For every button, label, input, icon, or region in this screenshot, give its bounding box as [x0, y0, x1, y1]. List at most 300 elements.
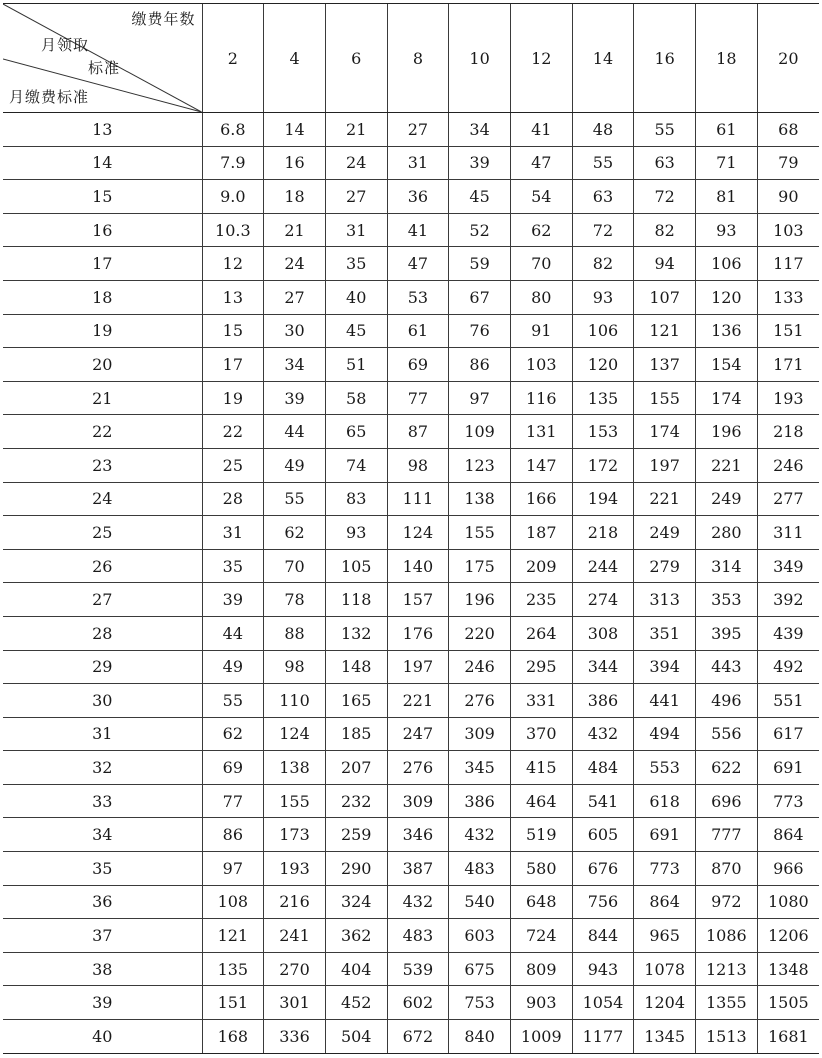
table-cell: 86 [202, 818, 264, 852]
table-cell: 221 [634, 482, 696, 516]
table-cell: 809 [510, 952, 572, 986]
monthly-payment-cell: 22 [3, 415, 202, 449]
table-row [3, 650, 819, 684]
table-row [3, 549, 819, 583]
table-cell: 464 [510, 784, 572, 818]
table-cell: 55 [202, 684, 264, 718]
table-cell: 395 [696, 616, 758, 650]
table-cell: 79 [757, 146, 819, 180]
table-cell: 21 [325, 113, 387, 147]
monthly-payment-cell: 40 [3, 1020, 202, 1054]
monthly-payment-cell: 33 [3, 784, 202, 818]
monthly-payment-cell: 25 [3, 516, 202, 550]
table-cell: 25 [202, 448, 264, 482]
table-cell: 48 [572, 113, 634, 147]
monthly-payment-cell: 36 [3, 885, 202, 919]
table-cell: 218 [572, 516, 634, 550]
table-cell: 840 [449, 1020, 511, 1054]
table-row [3, 684, 819, 718]
monthly-payment-cell: 17 [3, 247, 202, 281]
table-cell: 301 [264, 986, 326, 1020]
table-cell: 107 [634, 280, 696, 314]
table-cell: 13 [202, 280, 264, 314]
table-cell: 7.9 [202, 146, 264, 180]
table-cell: 103 [510, 348, 572, 382]
corner-header-cell [3, 4, 202, 113]
table-cell: 175 [449, 549, 511, 583]
table-cell: 196 [449, 583, 511, 617]
table-cell: 93 [572, 280, 634, 314]
table-cell: 151 [757, 314, 819, 348]
table-cell: 264 [510, 616, 572, 650]
table-cell: 59 [449, 247, 511, 281]
table-cell: 176 [387, 616, 449, 650]
table-cell: 1204 [634, 986, 696, 1020]
monthly-payment-cell: 20 [3, 348, 202, 382]
table-cell: 344 [572, 650, 634, 684]
year-header: 18 [696, 4, 758, 113]
table-cell: 1513 [696, 1020, 758, 1054]
year-header: 2 [202, 4, 264, 113]
table-cell: 151 [202, 986, 264, 1020]
corner-label-pay: 月缴费标准 [9, 88, 90, 106]
table-cell: 63 [572, 180, 634, 214]
corner-label-receive-line1: 月领取 [41, 36, 90, 54]
table-cell: 247 [387, 717, 449, 751]
table-cell: 103 [757, 213, 819, 247]
table-cell: 93 [696, 213, 758, 247]
table-cell: 106 [696, 247, 758, 281]
table-cell: 1206 [757, 919, 819, 953]
table-cell: 966 [757, 852, 819, 886]
table-cell: 249 [634, 516, 696, 550]
table-cell: 31 [202, 516, 264, 550]
table-cell: 52 [449, 213, 511, 247]
table-row [3, 381, 819, 415]
monthly-payment-cell: 31 [3, 717, 202, 751]
table-cell: 618 [634, 784, 696, 818]
table-cell: 404 [325, 952, 387, 986]
table-cell: 605 [572, 818, 634, 852]
table-cell: 98 [264, 650, 326, 684]
table-cell: 116 [510, 381, 572, 415]
monthly-payment-cell: 38 [3, 952, 202, 986]
table-cell: 135 [572, 381, 634, 415]
table-cell: 76 [449, 314, 511, 348]
year-header: 14 [572, 4, 634, 113]
table-cell: 40 [325, 280, 387, 314]
table-cell: 22 [202, 415, 264, 449]
table-cell: 118 [325, 583, 387, 617]
table-cell: 62 [510, 213, 572, 247]
table-cell: 35 [202, 549, 264, 583]
table-cell: 309 [449, 717, 511, 751]
table-cell: 209 [510, 549, 572, 583]
table-cell: 86 [449, 348, 511, 382]
table-cell: 81 [696, 180, 758, 214]
table-cell: 19 [202, 381, 264, 415]
table-cell: 1345 [634, 1020, 696, 1054]
table-cell: 452 [325, 986, 387, 1020]
table-cell: 672 [387, 1020, 449, 1054]
table-cell: 386 [572, 684, 634, 718]
table-cell: 696 [696, 784, 758, 818]
table-cell: 97 [202, 852, 264, 886]
table-row [3, 885, 819, 919]
table-cell: 331 [510, 684, 572, 718]
table-cell: 295 [510, 650, 572, 684]
table-cell: 274 [572, 583, 634, 617]
table-cell: 864 [757, 818, 819, 852]
year-header: 16 [634, 4, 696, 113]
table-cell: 120 [696, 280, 758, 314]
table-cell: 551 [757, 684, 819, 718]
monthly-payment-cell: 26 [3, 549, 202, 583]
table-cell: 67 [449, 280, 511, 314]
table-row [3, 751, 819, 785]
table-cell: 496 [696, 684, 758, 718]
table-cell: 147 [510, 448, 572, 482]
table-cell: 504 [325, 1020, 387, 1054]
table-body [3, 113, 819, 1054]
table-cell: 648 [510, 885, 572, 919]
table-cell: 351 [634, 616, 696, 650]
table-cell: 39 [449, 146, 511, 180]
table-cell: 61 [696, 113, 758, 147]
table-cell: 39 [202, 583, 264, 617]
corner-label-years: 缴费年数 [131, 10, 196, 28]
table-cell: 336 [264, 1020, 326, 1054]
table-cell: 324 [325, 885, 387, 919]
table-cell: 483 [387, 919, 449, 953]
table-cell: 541 [572, 784, 634, 818]
table-cell: 1177 [572, 1020, 634, 1054]
table-cell: 173 [264, 818, 326, 852]
table-cell: 28 [202, 482, 264, 516]
table-cell: 34 [264, 348, 326, 382]
table-row [3, 146, 819, 180]
table-cell: 308 [572, 616, 634, 650]
table-cell: 1505 [757, 986, 819, 1020]
monthly-payment-cell: 19 [3, 314, 202, 348]
table-cell: 17 [202, 348, 264, 382]
table-cell: 218 [757, 415, 819, 449]
table-cell: 132 [325, 616, 387, 650]
table-cell: 185 [325, 717, 387, 751]
table-cell: 108 [202, 885, 264, 919]
table-cell: 194 [572, 482, 634, 516]
table-cell: 193 [264, 852, 326, 886]
table-cell: 94 [634, 247, 696, 281]
monthly-payment-cell: 34 [3, 818, 202, 852]
table-cell: 492 [757, 650, 819, 684]
table-cell: 44 [264, 415, 326, 449]
table-cell: 246 [449, 650, 511, 684]
table-cell: 157 [387, 583, 449, 617]
table-row [3, 1020, 819, 1054]
table-cell: 1681 [757, 1020, 819, 1054]
table-cell: 556 [696, 717, 758, 751]
corner-label-receive-line2: 标准 [88, 59, 121, 77]
table-cell: 753 [449, 986, 511, 1020]
table-cell: 221 [696, 448, 758, 482]
table-cell: 135 [202, 952, 264, 986]
table-cell: 280 [696, 516, 758, 550]
header-row [3, 4, 819, 113]
year-header: 20 [757, 4, 819, 113]
monthly-payment-cell: 39 [3, 986, 202, 1020]
table-cell: 117 [757, 247, 819, 281]
table-cell: 773 [757, 784, 819, 818]
table-cell: 432 [572, 717, 634, 751]
table-cell: 1348 [757, 952, 819, 986]
table-row [3, 717, 819, 751]
table-cell: 110 [264, 684, 326, 718]
table-cell: 111 [387, 482, 449, 516]
table-cell: 30 [264, 314, 326, 348]
table-cell: 870 [696, 852, 758, 886]
table-cell: 9.0 [202, 180, 264, 214]
table-cell: 62 [264, 516, 326, 550]
table-cell: 16 [264, 146, 326, 180]
table-cell: 87 [387, 415, 449, 449]
table-cell: 133 [757, 280, 819, 314]
table-cell: 74 [325, 448, 387, 482]
table-row [3, 180, 819, 214]
table-cell: 197 [634, 448, 696, 482]
table-row [3, 583, 819, 617]
table-cell: 432 [387, 885, 449, 919]
table-cell: 387 [387, 852, 449, 886]
table-cell: 106 [572, 314, 634, 348]
table-cell: 82 [572, 247, 634, 281]
table-cell: 153 [572, 415, 634, 449]
table-cell: 138 [449, 482, 511, 516]
table-cell: 540 [449, 885, 511, 919]
monthly-payment-cell: 18 [3, 280, 202, 314]
table-cell: 617 [757, 717, 819, 751]
table-cell: 193 [757, 381, 819, 415]
table-cell: 1213 [696, 952, 758, 986]
table-cell: 55 [634, 113, 696, 147]
table-row [3, 280, 819, 314]
table-cell: 314 [696, 549, 758, 583]
table-cell: 691 [757, 751, 819, 785]
table-cell: 519 [510, 818, 572, 852]
table-row [3, 516, 819, 550]
table-cell: 187 [510, 516, 572, 550]
monthly-payment-cell: 16 [3, 213, 202, 247]
table-cell: 80 [510, 280, 572, 314]
table-cell: 109 [449, 415, 511, 449]
table-cell: 154 [696, 348, 758, 382]
table-cell: 168 [202, 1020, 264, 1054]
table-cell: 691 [634, 818, 696, 852]
monthly-payment-cell: 28 [3, 616, 202, 650]
table-cell: 439 [757, 616, 819, 650]
table-cell: 45 [449, 180, 511, 214]
table-cell: 36 [387, 180, 449, 214]
table-cell: 276 [387, 751, 449, 785]
table-cell: 68 [757, 113, 819, 147]
table-cell: 49 [264, 448, 326, 482]
table-cell: 78 [264, 583, 326, 617]
table-cell: 27 [387, 113, 449, 147]
table-cell: 31 [325, 213, 387, 247]
monthly-payment-cell: 29 [3, 650, 202, 684]
table-cell: 53 [387, 280, 449, 314]
monthly-payment-cell: 23 [3, 448, 202, 482]
monthly-payment-cell: 32 [3, 751, 202, 785]
table-cell: 276 [449, 684, 511, 718]
table-cell: 155 [634, 381, 696, 415]
table-cell: 221 [387, 684, 449, 718]
table-row [3, 448, 819, 482]
table-cell: 136 [696, 314, 758, 348]
table-cell: 441 [634, 684, 696, 718]
table-cell: 10.3 [202, 213, 264, 247]
table-cell: 31 [387, 146, 449, 180]
year-header: 8 [387, 4, 449, 113]
table-cell: 140 [387, 549, 449, 583]
table-row [3, 919, 819, 953]
table-cell: 756 [572, 885, 634, 919]
table-cell: 1080 [757, 885, 819, 919]
table-cell: 392 [757, 583, 819, 617]
table-cell: 349 [757, 549, 819, 583]
table-cell: 277 [757, 482, 819, 516]
table-cell: 55 [572, 146, 634, 180]
table-cell: 773 [634, 852, 696, 886]
table-cell: 432 [449, 818, 511, 852]
table-cell: 27 [264, 280, 326, 314]
table-cell: 58 [325, 381, 387, 415]
table-cell: 45 [325, 314, 387, 348]
table-cell: 44 [202, 616, 264, 650]
table-row [3, 852, 819, 886]
table-cell: 309 [387, 784, 449, 818]
table-cell: 241 [264, 919, 326, 953]
table-cell: 91 [510, 314, 572, 348]
table-cell: 105 [325, 549, 387, 583]
monthly-payment-cell: 24 [3, 482, 202, 516]
table-cell: 675 [449, 952, 511, 986]
table-cell: 174 [696, 381, 758, 415]
table-cell: 676 [572, 852, 634, 886]
table-cell: 61 [387, 314, 449, 348]
table-cell: 311 [757, 516, 819, 550]
table-cell: 174 [634, 415, 696, 449]
pension-table [3, 3, 819, 1054]
table-cell: 47 [510, 146, 572, 180]
table-cell: 90 [757, 180, 819, 214]
table-cell: 166 [510, 482, 572, 516]
table-cell: 903 [510, 986, 572, 1020]
table-cell: 72 [572, 213, 634, 247]
table-cell: 165 [325, 684, 387, 718]
table-row [3, 952, 819, 986]
table-cell: 93 [325, 516, 387, 550]
table-cell: 12 [202, 247, 264, 281]
table-cell: 362 [325, 919, 387, 953]
table-cell: 137 [634, 348, 696, 382]
table-cell: 246 [757, 448, 819, 482]
table-cell: 47 [387, 247, 449, 281]
monthly-payment-cell: 21 [3, 381, 202, 415]
table-cell: 279 [634, 549, 696, 583]
table-cell: 172 [572, 448, 634, 482]
table-cell: 70 [510, 247, 572, 281]
table-cell: 54 [510, 180, 572, 214]
table-row [3, 348, 819, 382]
table-cell: 62 [202, 717, 264, 751]
table-cell: 71 [696, 146, 758, 180]
table-cell: 88 [264, 616, 326, 650]
table-cell: 249 [696, 482, 758, 516]
table-cell: 290 [325, 852, 387, 886]
table-cell: 864 [634, 885, 696, 919]
table-cell: 197 [387, 650, 449, 684]
table-row [3, 616, 819, 650]
table-cell: 97 [449, 381, 511, 415]
table-cell: 484 [572, 751, 634, 785]
table-cell: 63 [634, 146, 696, 180]
table-cell: 494 [634, 717, 696, 751]
table-cell: 98 [387, 448, 449, 482]
table-cell: 82 [634, 213, 696, 247]
table-cell: 972 [696, 885, 758, 919]
table-cell: 35 [325, 247, 387, 281]
table-cell: 124 [387, 516, 449, 550]
table-cell: 603 [449, 919, 511, 953]
table-cell: 1355 [696, 986, 758, 1020]
table-cell: 943 [572, 952, 634, 986]
table-cell: 235 [510, 583, 572, 617]
table-cell: 259 [325, 818, 387, 852]
table-cell: 313 [634, 583, 696, 617]
table-cell: 131 [510, 415, 572, 449]
table-cell: 216 [264, 885, 326, 919]
table-cell: 1086 [696, 919, 758, 953]
table-cell: 232 [325, 784, 387, 818]
table-cell: 580 [510, 852, 572, 886]
table-cell: 123 [449, 448, 511, 482]
table-cell: 69 [387, 348, 449, 382]
table-cell: 18 [264, 180, 326, 214]
table-row [3, 482, 819, 516]
table-cell: 77 [387, 381, 449, 415]
table-cell: 14 [264, 113, 326, 147]
table-cell: 34 [449, 113, 511, 147]
table-row [3, 986, 819, 1020]
monthly-payment-cell: 15 [3, 180, 202, 214]
table-cell: 844 [572, 919, 634, 953]
table-cell: 121 [634, 314, 696, 348]
table-cell: 220 [449, 616, 511, 650]
table-cell: 244 [572, 549, 634, 583]
table-cell: 483 [449, 852, 511, 886]
table-cell: 120 [572, 348, 634, 382]
table-cell: 965 [634, 919, 696, 953]
table-cell: 124 [264, 717, 326, 751]
table-cell: 415 [510, 751, 572, 785]
table-cell: 1054 [572, 986, 634, 1020]
table-cell: 55 [264, 482, 326, 516]
table-cell: 171 [757, 348, 819, 382]
monthly-payment-cell: 35 [3, 852, 202, 886]
table-cell: 69 [202, 751, 264, 785]
monthly-payment-cell: 30 [3, 684, 202, 718]
